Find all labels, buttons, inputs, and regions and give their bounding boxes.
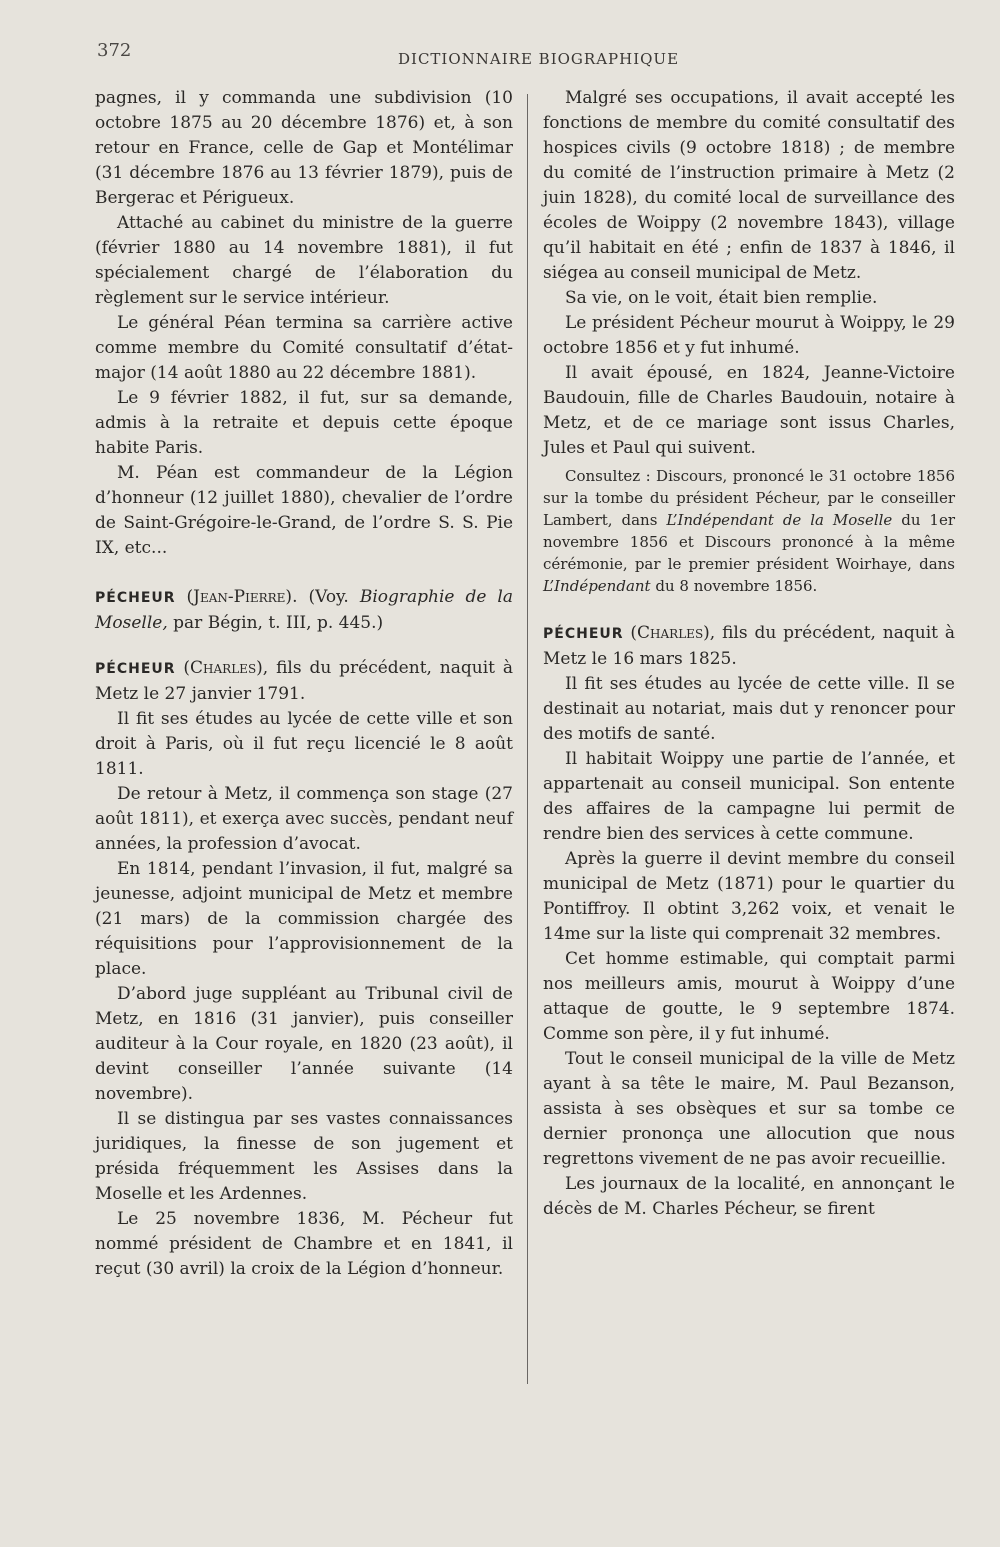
paragraph: Le général Péan termina sa carrière active comme membre du Comité consultatif d’état-major (14 août 1880 au 22 décembre 1881). (95, 313, 513, 383)
entry-text: (Voy. (297, 587, 360, 607)
note-source-title: L’Indépendant (543, 577, 651, 595)
note-text: Consultez : Discours, prononcé le 31 octobre 1856 sur la tombe du président Pécheur, par le conseiller Lambert, dans (543, 467, 955, 529)
entry-name: (Jean-Pierre). (186, 587, 298, 607)
paragraph: pagnes, il y commanda une subdivision (10 octobre 1875 au 20 décembre 1876) et, à son retour en France, celle de Gap et Montélimar (31 décembre 1876 au 13 février 1879), puis de Bergerac et Périgueux. (95, 88, 513, 208)
paragraph: Le 25 novembre 1836, M. Pécheur fut nommé président de Chambre et en 1841, il reçut (30 avril) la croix de la Légion d’honneur. (95, 1209, 513, 1279)
paragraph: Cet homme estimable, qui comptait parmi nos meilleurs amis, mourut à Woippy d’une attaque de goutte, le 9 septembre 1874. Comme son père, il y fut inhumé. (543, 949, 955, 1044)
paragraph: Malgré ses occupations, il avait accepté les fonctions de membre du comité consultatif des hospices civils (9 octobre 1818) ; de membre du comité de l’instruction primaire à Metz (2 juin 1828), du comité local de surveillance des écoles de Woippy (2 novembre 1843), village qu’il habitait en été ; enfin de 1837 à 1846, il siégea au conseil municipal de Metz. (543, 88, 955, 283)
entry-name: (Charles), (183, 658, 269, 678)
paragraph: Les journaux de la localité, en annonçant le décès de M. Charles Pécheur, se firent (543, 1174, 955, 1219)
paragraph: Il habitait Woippy une partie de l’année, et appartenait au conseil municipal. Son entente des affaires de la campagne lui permit de rendre bien des services à cette commune. (543, 749, 955, 844)
paragraph: Il fit ses études au lycée de cette ville. Il se destinait au notariat, mais dut y renoncer pour des motifs de santé. (543, 674, 955, 744)
paragraph: En 1814, pendant l’invasion, il fut, malgré sa jeunesse, adjoint municipal de Metz et membre (21 mars) de la commission chargée des réquisitions pour l’approvisionnement de la place. (95, 859, 513, 979)
entry-headword: PÉCHEUR (543, 626, 624, 642)
paragraph: Il fit ses études au lycée de cette ville et son droit à Paris, où il fut reçu licencié le 8 août 1811. (95, 709, 513, 779)
consultez-note (543, 465, 955, 597)
entry-text: fils du précédent, naquit à Metz le 16 mars 1825. (543, 623, 955, 669)
paragraph: Tout le conseil municipal de la ville de Metz ayant à sa tête le maire, M. Paul Bezanson, assista à ses obsèques et sur sa tombe ce dernier prononça une allocution que nous regrettons vivement de ne pas avoir recueillie. (543, 1049, 955, 1169)
entry-pecheur-charles-1825 (543, 621, 955, 672)
running-head: DICTIONNAIRE BIOGRAPHIQUE (398, 50, 680, 68)
entry-headword: PÉCHEUR (95, 661, 176, 677)
note-text: du 8 novembre 1856. (650, 577, 818, 595)
page-number: 372 (97, 40, 132, 61)
column-divider (527, 94, 528, 1384)
entry-text: par Bégin, t. III, p. 445.) (167, 613, 384, 633)
note-text: du 1er novembre 1856 et Discours prononcé à la même cérémonie, par le premier président Woirhaye, dans (543, 511, 956, 573)
note-source-title: L’Indépendant de la Moselle (666, 511, 893, 529)
entry-pecheur-jean-pierre (95, 585, 513, 636)
paragraph: De retour à Metz, il commença son stage (27 août 1811), et exerça avec succès, pendant neuf années, la profession d’avocat. (95, 784, 513, 854)
paragraph: Le président Pécheur mourut à Woippy, le 29 octobre 1856 et y fut inhumé. (543, 313, 955, 358)
paragraph: Attaché au cabinet du ministre de la guerre (février 1880 au 14 novembre 1881), il fut spécialement chargé de l’élaboration du règlement sur le service intérieur. (95, 213, 513, 308)
left-column (95, 86, 513, 1282)
paragraph: M. Péan est commandeur de la Légion d’honneur (12 juillet 1880), chevalier de l’ordre de Saint-Grégoire-le-Grand, de l’ordre S. S. Pie IX, etc... (95, 463, 513, 558)
entry-text: fils du précédent, naquit à Metz le 27 janvier 1791. (95, 658, 513, 704)
paragraph: Il se distingua par ses vastes connaissances juridiques, la finesse de son jugement et présida fréquemment les Assises dans la Moselle et les Ardennes. (95, 1109, 513, 1204)
entry-name: (Charles), (630, 623, 716, 643)
entry-headword: PÉCHEUR (95, 590, 176, 606)
entry-pecheur-charles-1791 (95, 656, 513, 707)
paragraph: Après la guerre il devint membre du conseil municipal de Metz (1871) pour le quartier du Pontiffroy. Il obtint 3,262 voix, et venait le 14me sur la liste qui comprenait 32 membres. (543, 849, 955, 944)
paragraph: Sa vie, on le voit, était bien remplie. (565, 288, 878, 308)
paragraph: Il avait épousé, en 1824, Jeanne-Victoire Baudouin, fille de Charles Baudouin, notaire à Metz, et de ce mariage sont issus Charles, Jules et Paul qui suivent. (543, 363, 955, 458)
right-column (543, 86, 955, 1222)
paragraph: D’abord juge suppléant au Tribunal civil de Metz, en 1816 (31 janvier), puis conseiller auditeur à la Cour royale, en 1820 (23 août), il devint conseiller l’année suivante (14 novembre). (95, 984, 513, 1104)
entry-source-title: Biographie de la Moselle, (95, 587, 513, 633)
paragraph: Le 9 février 1882, il fut, sur sa demande, admis à la retraite et depuis cette époque habite Paris. (95, 388, 513, 458)
